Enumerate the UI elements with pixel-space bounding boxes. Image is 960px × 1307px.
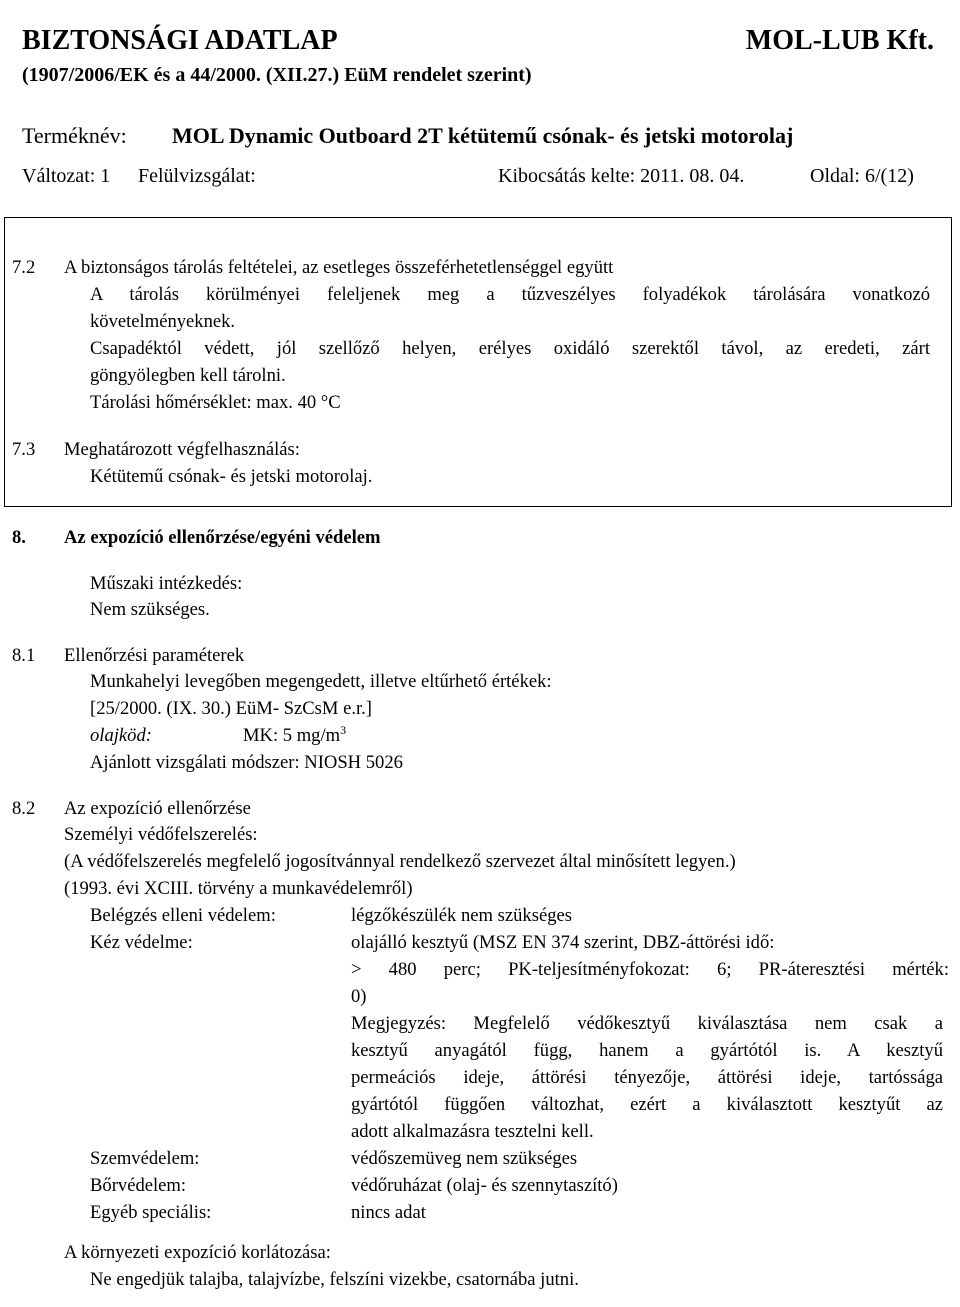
oil-mist-limit: MK: 5 mg/m xyxy=(243,725,341,746)
product-label: Terméknév: xyxy=(22,123,127,148)
environmental-exposure-title: A környezeti expozíció korlátozása: xyxy=(64,1242,331,1263)
skin-protection-label: Bőrvédelem: xyxy=(90,1175,187,1196)
other-special-label: Egyéb speciális: xyxy=(90,1202,212,1223)
hand-note-4: gyártótól függően változhat, ezért a kiválasztott kesztyűt az xyxy=(351,1094,943,1115)
other-special-value: nincs adat xyxy=(351,1202,426,1223)
hand-note-5: adott alkalmazásra tesztelni kell. xyxy=(351,1121,594,1142)
ppe-note-2: (1993. évi XCIII. törvény a munkavédelemről) xyxy=(64,878,413,899)
section-7-3-title: Meghatározott végfelhasználás: xyxy=(64,439,300,460)
section-8-title: Az expozíció ellenőrzése/egyéni védelem xyxy=(64,527,381,548)
respiratory-value: légzőkészülék nem szükséges xyxy=(351,905,572,926)
hand-protection-value-1: olajálló kesztyű (MSZ EN 374 szerint, DBZ-áttörési idő: xyxy=(351,932,775,953)
section-8-1-number: 8.1 xyxy=(12,645,36,666)
exposure-limits-regulation: [25/2000. (IX. 30.) EüM- SzCsM e.r.] xyxy=(90,698,372,719)
section-7-3-number: 7.3 xyxy=(12,439,36,460)
technical-measures-value: Nem szükséges. xyxy=(90,599,210,620)
product-name: MOL Dynamic Outboard 2T kétütemű csónak- és jetski motorolaj xyxy=(172,123,794,148)
exposure-limits-intro: Munkahelyi levegőben megengedett, illetve eltűrhető értékek: xyxy=(90,671,552,692)
hand-protection-value-2: > 480 perc; PK-teljesítményfokozat: 6; PR-áteresztési mérték: xyxy=(351,959,949,980)
oil-mist-unit-exponent: 3 xyxy=(340,722,347,737)
storage-line-4: göngyölegben kell tárolni. xyxy=(90,365,286,386)
hand-protection-value-3: 0) xyxy=(351,986,367,1007)
recommended-method: Ajánlott vizsgálati módszer: NIOSH 5026 xyxy=(90,752,403,773)
section-7-2-title: A biztonságos tárolás feltételei, az esetleges összeférhetetlenséggel együtt xyxy=(64,257,614,278)
environmental-exposure-text: Ne engedjük talajba, talajvízbe, felszíni vizekbe, csatornába jutni. xyxy=(90,1269,579,1290)
issue-date: Kibocsátás kelte: 2011. 08. 04. xyxy=(498,165,745,187)
ppe-note-1: (A védőfelszerelés megfelelő jogosítvánnyal rendelkező szervezet által minősített legyen.) xyxy=(64,851,736,872)
company-name: MOL-LUB Kft. xyxy=(745,25,934,56)
hand-note-1: Megjegyzés: Megfelelő védőkesztyű kiválasztása nem csak a xyxy=(351,1013,943,1034)
eye-protection-value: védőszemüveg nem szükséges xyxy=(351,1148,578,1169)
technical-measures-label: Műszaki intézkedés: xyxy=(90,573,243,594)
section-8-1-title: Ellenőrzési paraméterek xyxy=(64,645,245,666)
end-use-text: Kétütemű csónak- és jetski motorolaj. xyxy=(90,466,373,487)
product-line xyxy=(22,121,793,151)
hand-note-3: permeációs ideje, áttörési tényezője, áttörési ideje, tartóssága xyxy=(351,1067,943,1088)
hand-protection-label: Kéz védelme: xyxy=(90,932,193,953)
version: Változat: 1 xyxy=(22,165,111,187)
hand-note-2: kesztyű anyagától függ, hanem a gyártótól is. A kesztyű xyxy=(351,1040,943,1061)
review-label: Felülvizsgálat: xyxy=(138,165,256,187)
section-7-2-number: 7.2 xyxy=(12,257,36,278)
ppe-title: Személyi védőfelszerelés: xyxy=(64,824,258,845)
storage-line-3: Csapadéktól védett, jól szellőző helyen, erélyes oxidáló szerektől távol, az eredeti, zárt xyxy=(90,338,930,359)
storage-line-2: követelményeknek. xyxy=(90,311,236,332)
respiratory-label: Belégzés elleni védelem: xyxy=(90,905,276,926)
eye-protection-label: Szemvédelem: xyxy=(90,1148,200,1169)
oil-mist-label: olajköd: xyxy=(90,725,152,746)
document-title: BIZTONSÁGI ADATLAP xyxy=(22,25,338,56)
skin-protection-value: védőruházat (olaj- és szennytaszító) xyxy=(351,1175,618,1196)
section-8-2-number: 8.2 xyxy=(12,798,36,819)
section-8-2-title: Az expozíció ellenőrzése xyxy=(64,798,251,819)
page-number: Oldal: 6/(12) xyxy=(810,165,914,187)
storage-temperature: Tárolási hőmérséklet: max. 40 °C xyxy=(90,392,341,413)
storage-line-1: A tárolás körülményei feleljenek meg a tűzveszélyes folyadékok tárolására vonatkozó xyxy=(90,284,930,305)
regulation-reference: (1907/2006/EK és a 44/2000. (XII.27.) EüM rendelet szerint) xyxy=(22,64,532,86)
section-8-number: 8. xyxy=(12,527,26,548)
oil-mist-value xyxy=(243,723,346,749)
